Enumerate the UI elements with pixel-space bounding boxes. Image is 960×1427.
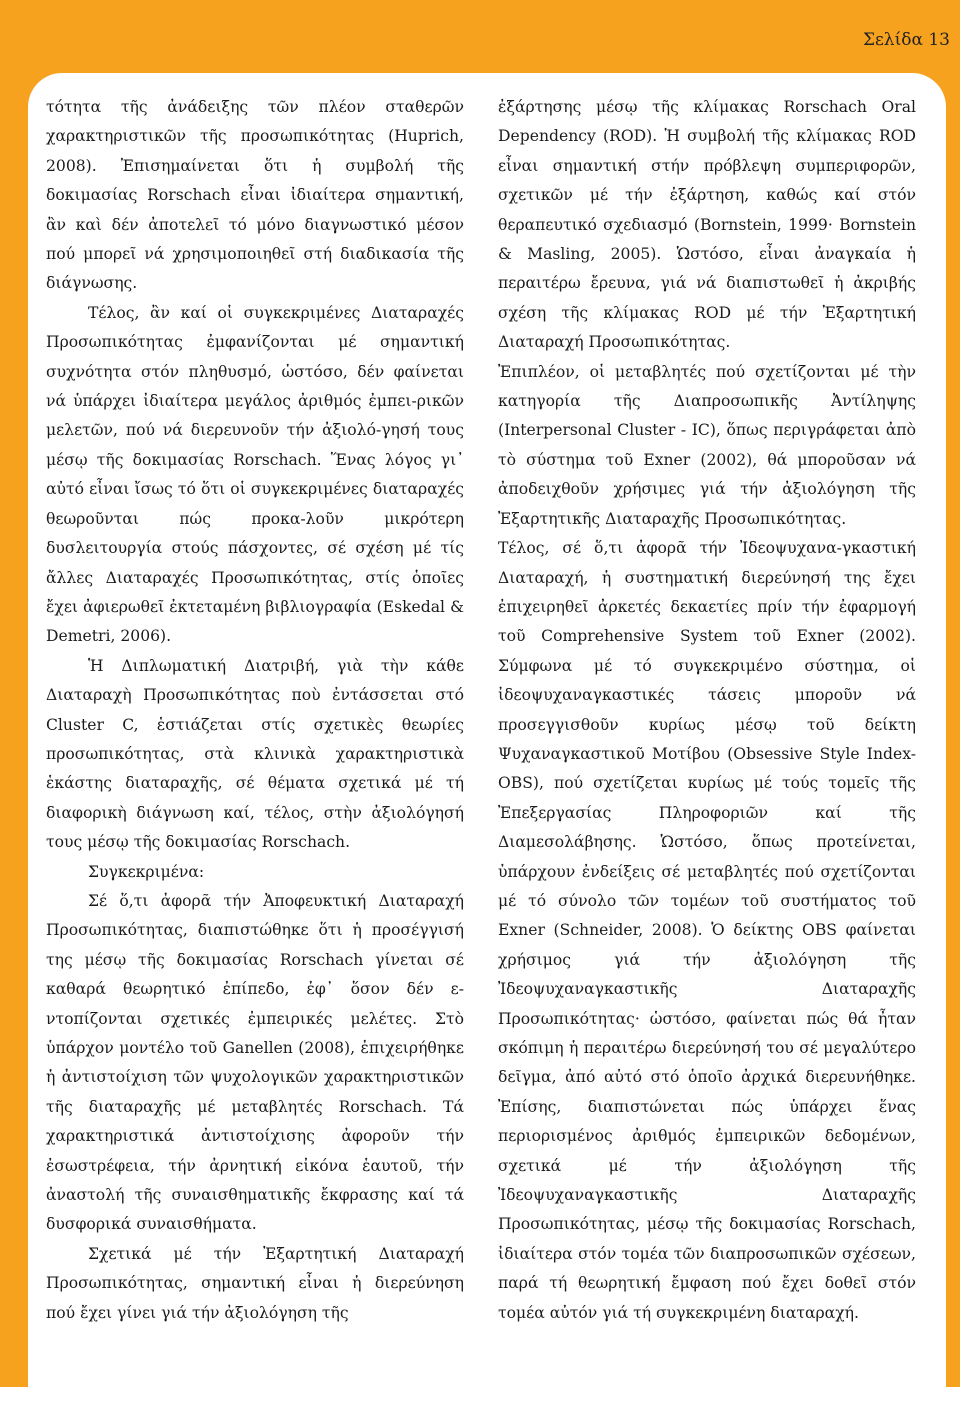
- page-number: Σελίδα 13: [862, 30, 950, 50]
- paragraph: Σχετικά μέ τήν Ἐξαρτητική Διαταραχή Προσωπικότητας, σημαντική εἶναι ἡ διερεύνηση πού ἔχει γίνει γιά τήν ἀξιολόγηση τῆς: [46, 1244, 464, 1322]
- paragraph: Τέλος, σέ ὅ,τι ἀφορᾶ τήν Ἰδεοψυχανα-γκαστική Διαταραχή, ἡ συστηματική διερεύνησή της ἔχει ἐπιχειρηθεῖ ἀρκετές δεκαετίες πρίν τήν ἐφαρμογή τοῦ Comprehensive System τοῦ Exner (2002). Σύμφωνα μέ τό συγκεκριμένο σύστημα, οἱ ἰδεοψυχαναγκαστικές τάσεις μποροῦν νά προσεγγισθοῦν κυρίως μέσῳ τοῦ δείκτη Ψυχαναγκαστικοῦ Μοτίβου (Obsessive Style Index-OBS), πού σχετίζεται κυρίως μέ τούς τομεῖς τῆς Ἐπεξεργασίας Πληροφοριῶν καί τῆς Διαμεσολάβησης. Ὡστόσο, ὅπως προτείνεται, ὑπάρχουν ἐνδείξεις σέ μεταβλητές πού σχετίζονται μέ τό σύνολο τῶν τομέων τοῦ συστήματος τοῦ Exner (Schneider, 2008). Ὁ δείκτης OBS φαίνεται χρήσιμος γιά τήν ἀξιολόγηση τῆς Ἰδεοψυχαναγκαστικῆς Διαταραχῆς Προσωπικότητας· ὡστόσο, φαίνεται πώς θά ἦταν σκόπιμη ἡ περαιτέρω διερεύνησή του σέ μεγαλύτερο δεῖγμα, ἀπό αὐτό στό ὁποῖο ἀρχικά διερευνήθηκε. Ἐπίσης, διαπιστώνεται πώς ὑπάρχει ἕνας περιορισμένος ἀριθμός ἐμπειρικῶν δεδομένων, σχετικά μέ τήν ἀξιολόγηση τῆς Ἰδεοψυχαναγκαστικῆς Διαταραχῆς Προσωπικότητας, μέσῳ τῆς δοκιμασίας Rorschach, ἰδιαίτερα στόν τομέα τῶν διαπροσωπικῶν σχέσεων, παρά τή θεωρητική ἔμφαση πού ἔχει δοθεῖ στόν τομέα αὐτόν γιά τή συγκεκριμένη διαταραχή.: [498, 539, 916, 1322]
- paragraph: Σέ ὅ,τι ἀφορᾶ τήν Ἀποφευκτική Διαταραχή Προσωπικότητας, διαπιστώθηκε ὅτι ἡ προσέγγισή της μέσῳ τῆς δοκιμασίας Rorschach γίνεται σέ καθαρά θεωρητικό ἐπίπεδο, ἐφ᾽ ὅσον δέν ε-ντοπίζονται σχετικές ἐμπειρικές μελέτες. Στὸ ὑπάρχον μοντέλο τοῦ Ganellen (2008), ἐπιχειρήθηκε ἡ ἀντιστοίχιση τῶν ψυχολογικῶν χαρακτηριστικῶν τῆς διαταραχῆς μέ μεταβλητές Rorschach. Τά χαρακτηριστικά ἀντιστοίχισης ἀφοροῦν τήν ἐσωστρέφεια, τήν ἀρνητική εἰκόνα ἑαυτοῦ, τήν ἀναστολή τῆς συναισθηματικῆς ἔκφρασης καί τά δυσφορικά συναισθήματα.: [46, 891, 464, 1234]
- paragraph: Τέλος, ἂν καί οἱ συγκεκριμένες Διαταραχές Προσωπικότητας ἐμφανίζονται μέ σημαντική συχνότητα στόν πληθυσμό, ὡστόσο, δέν φαίνεται νά ὑπάρχει ἰδιαίτερα μεγάλος ἀριθμός ἐμπει-ρικῶν μελετῶν, πού νά διερευνοῦν τήν ἀξιολό-γησή τους μέσῳ τῆς δοκιμασίας Rorschach. Ἕνας λόγος γι᾽ αὐτό εἶναι ἴσως τό ὅτι οἱ συγκεκριμένες διαταραχές θεωροῦνται πώς προκα-λοῦν μικρότερη δυσλειτουργία στούς πάσχοντες, σέ σχέση μέ τίς ἄλλες Διαταραχές Προσωπικότητας, στίς ὁποῖες ἔχει ἀφιερωθεῖ ἐκτεταμένη βιβλιογραφία (Eskedal & Demetri, 2006).: [46, 303, 464, 646]
- paragraph: ἐξάρτησης μέσῳ τῆς κλίμακας Rorschach Oral Dependency (ROD). Ἡ συμβολή τῆς κλίμακας ROD εἶναι σημαντική στήν πρόβλεψη συμπεριφορῶν, σχετικῶν μέ τήν ἐξάρτηση, καθώς καί στόν θεραπευτικό σχεδιασμό (Bornstein, 1999· Bornstein & Masling, 2005). Ὡστόσο, εἶναι ἀναγκαία ἡ περαιτέρω ἔρευνα, γιά νά διαπιστωθεῖ ἡ ἀκριβής σχέση τῆς κλίμακας ROD μέ τήν Ἐξαρτητική Διαταραχή Προσωπικότητας.: [498, 98, 916, 352]
- right-column: [498, 93, 916, 1328]
- paragraph: Ἐπιπλέον, οἱ μεταβλητές πού σχετίζονται μέ τὴν κατηγορία τῆς Διαπροσωπικῆς Ἀντίληψης (Interpersonal Cluster - IC), ὅπως περιγράφεται ἀπὸ τὸ σύστημα τοῦ Exner (2002), θά μποροῦσαν νά ἀποδειχθοῦν χρήσιμες γιά τήν ἀξιολόγηση τῆς Ἐξαρτητικῆς Διαταραχῆς Προσωπικότητας.: [498, 362, 916, 528]
- left-column: [46, 93, 464, 1328]
- paragraph: Ἡ Διπλωματική Διατριβή, γιὰ τὴν κάθε Διαταραχὴ Προσωπικότητας ποὺ ἐντάσσεται στό Cluster C, ἑστιάζεται στίς σχετικὲς θεωρίες προσωπικότητας, στὰ κλινικὰ χαρακτηριστικὰ ἑκάστης διαταραχῆς, σέ θέματα σχετικά μέ τή διαφορικὴ διάγνωση καί, τέλος, στὴν ἀξιολόγησή τους μέσῳ τῆς δοκιμασίας Rorschach.: [46, 656, 464, 852]
- paragraph: τότητα τῆς ἀνάδειξης τῶν πλέον σταθερῶν χαρακτηριστικῶν τῆς προσωπικότητας (Huprich, 2008). Ἐπισημαίνεται ὅτι ἡ συμβολή τῆς δοκιμασίας Rorschach εἶναι ἰδιαίτερα σημαντική, ἂν καὶ δέν ἀποτελεῖ τό μόνο διαγνωστικό μέσον πού μπορεῖ νά χρησιμοποιηθεῖ στή διαδικασία τῆς διάγνωσης.: [46, 98, 464, 293]
- paragraph: Συγκεκριμένα:: [88, 862, 205, 881]
